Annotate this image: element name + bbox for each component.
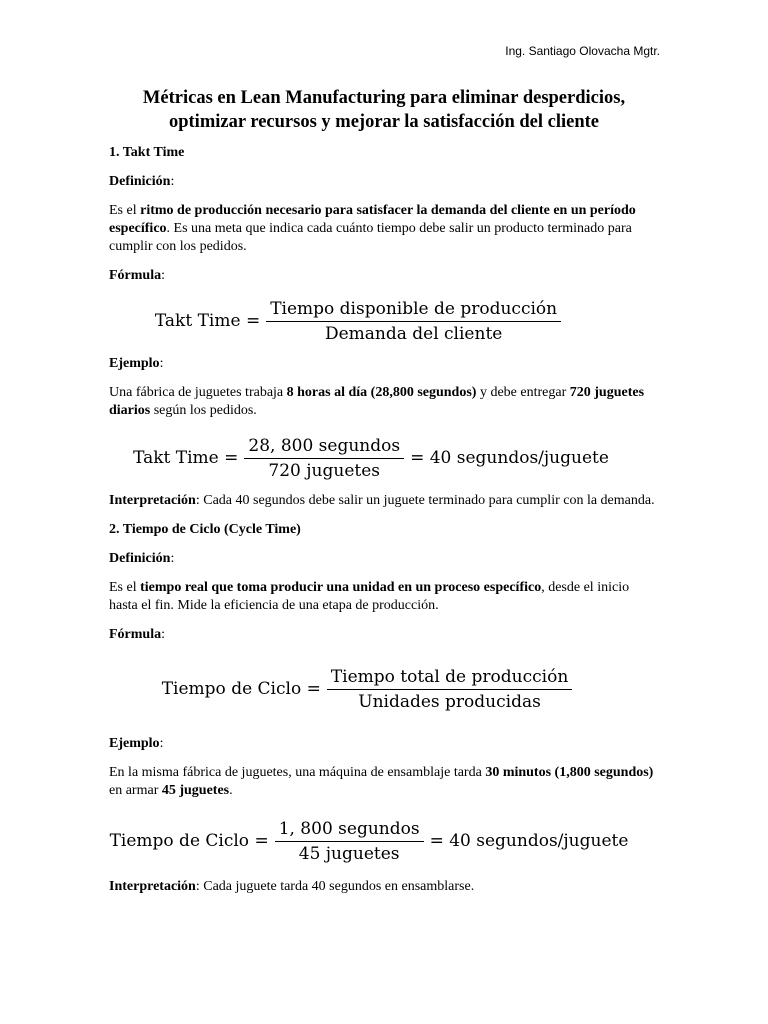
s1-formula-numerator: Tiempo disponible de producción xyxy=(266,299,561,322)
s2-formula-fraction xyxy=(327,667,572,712)
s1-definition-label: Definición: xyxy=(109,174,175,189)
title-line-2: optimizar recursos y mejorar la satisfacción del cliente xyxy=(168,112,600,132)
s2-formula-denominator: Unidades producidas xyxy=(358,691,541,712)
section-2-heading: 2. Tiempo de Ciclo (Cycle Time) xyxy=(109,522,301,537)
s2-example-denominator: 45 juguetes xyxy=(298,843,400,864)
s2-formula xyxy=(81,644,659,734)
s1-example-fraction xyxy=(244,436,404,481)
s2-definition-label: Definición: xyxy=(109,551,175,566)
s1-example-text: Una fábrica de juguetes trabaja 8 horas al día (28,800 segundos) y debe entregar 720 juguetes diarios según los pedidos. xyxy=(109,385,645,418)
s1-example-denominator: 720 juguetes xyxy=(268,460,381,481)
s1-example-label: Ejemplo: xyxy=(109,356,164,371)
s2-interpretation: Interpretación: Cada juguete tarda 40 segundos en ensamblarse. xyxy=(109,879,475,894)
s1-formula-label: Fórmula: xyxy=(109,268,165,283)
s2-example-label: Ejemplo: xyxy=(109,736,164,751)
s1-example-formula xyxy=(83,426,659,490)
s2-example-numerator: 1, 800 segundos xyxy=(275,819,424,842)
s2-example-rhs: = 40 segundos/juguete xyxy=(429,831,629,851)
s1-formula-denominator: Demanda del cliente xyxy=(324,323,503,344)
section-1-heading: 1. Takt Time xyxy=(109,145,185,160)
s2-formula-lhs: Tiempo de Ciclo = xyxy=(161,679,321,699)
s2-formula-label: Fórmula: xyxy=(109,627,165,642)
s2-example-fraction xyxy=(275,819,424,864)
s1-formula-lhs: Takt Time = xyxy=(154,311,261,331)
s1-formula xyxy=(63,288,659,354)
s2-example-formula xyxy=(79,808,659,874)
s2-formula-numerator: Tiempo total de producción xyxy=(327,667,572,690)
s1-example-rhs: = 40 segundos/juguete xyxy=(410,448,609,468)
document-title xyxy=(99,86,669,134)
title-line-1: Métricas en Lean Manufacturing para eliminar desperdicios, xyxy=(142,88,626,108)
author-header: Ing. Santiago Olovacha Mgtr. xyxy=(505,44,660,58)
s2-example-lhs: Tiempo de Ciclo = xyxy=(109,831,269,851)
s2-example-text: En la misma fábrica de juguetes, una máquina de ensamblaje tarda 30 minutos (1,800 segundos) en armar 45 juguetes. xyxy=(109,765,654,798)
s1-example-numerator: 28, 800 segundos xyxy=(244,436,404,459)
s1-interpretation: Interpretación: Cada 40 segundos debe salir un juguete terminado para cumplir con la demanda. xyxy=(109,493,655,508)
s2-definition-text: Es el tiempo real que toma producir una unidad en un proceso específico, desde el inicio hasta el fin. Mide la eficiencia de una etapa de producción. xyxy=(109,580,630,613)
s1-example-lhs: Takt Time = xyxy=(133,448,239,468)
s1-formula-fraction xyxy=(266,299,561,344)
document-page xyxy=(109,86,659,896)
s1-definition-text: Es el ritmo de producción necesario para satisfacer la demanda del cliente en un período específico. Es una meta que indica cada cuánto tiempo debe salir un producto terminado para cumplir con los pedidos. xyxy=(109,203,636,254)
